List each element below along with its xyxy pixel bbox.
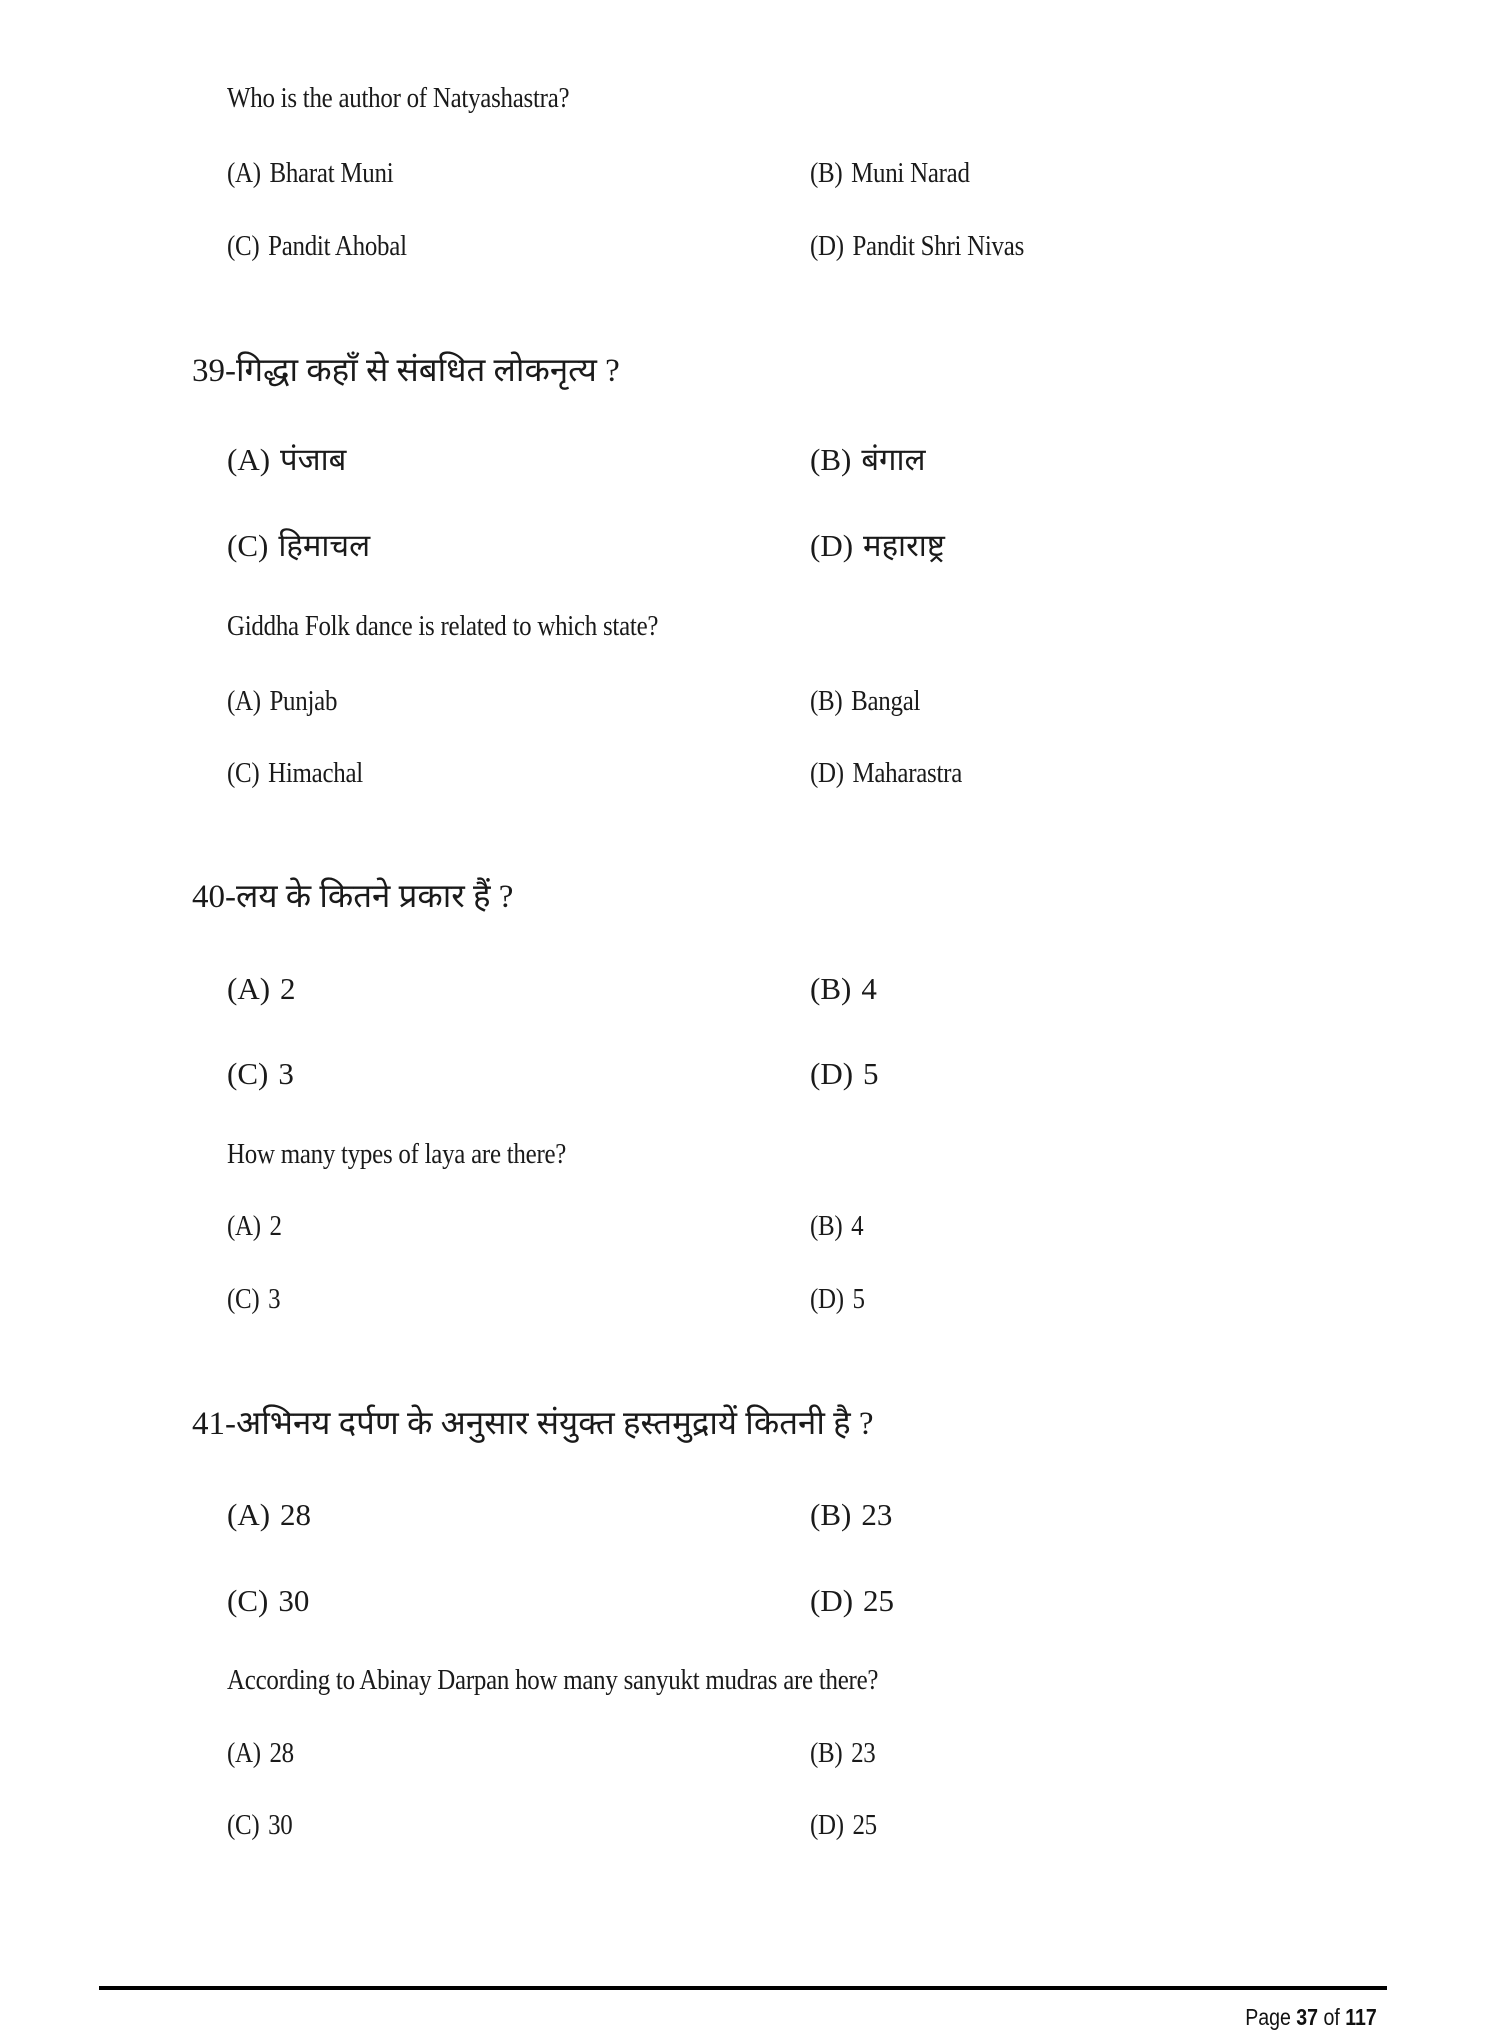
option-c [227,232,407,261]
option-text: बंगाल [861,442,926,477]
option-text: 23 [851,1737,876,1769]
page-prefix: Page [1245,2004,1297,2030]
question-40-english: How many types of laya are there? [227,1138,567,1170]
footer-divider [99,1986,1387,1990]
page-number [1245,2004,1377,2031]
option-b-hindi [810,1499,892,1530]
option-text: Bangal [851,685,921,717]
question-39-hindi: 39-गिद्धा कहाँ से संबधित लोकनृत्य ? [192,353,620,389]
option-label: (D) [810,1583,854,1618]
option-d [810,1285,865,1314]
option-text: 2 [280,971,296,1006]
option-label: (B) [810,1737,843,1769]
option-text: 25 [852,1809,877,1841]
option-d-hindi [810,530,945,561]
option-c [227,1285,280,1314]
page-total: 117 [1345,2004,1377,2030]
option-text: Bharat Muni [269,157,394,189]
option-label: (C) [227,757,260,789]
option-c-hindi [227,1585,309,1616]
option-label: (D) [810,230,844,262]
option-label: (B) [810,157,843,189]
option-text: 23 [861,1497,893,1532]
option-b [810,687,920,716]
option-label: (B) [810,442,852,477]
option-b-hindi [810,444,926,475]
option-a [227,1739,294,1768]
option-label: (A) [227,1737,261,1769]
option-text: 4 [861,971,877,1006]
option-text: Punjab [269,685,338,717]
option-label: (D) [810,528,854,563]
option-label: (B) [810,1497,852,1532]
option-b [810,1212,863,1241]
option-label: (D) [810,1283,844,1315]
option-text: हिमाचल [278,528,371,563]
option-text: 5 [863,1056,879,1091]
option-a [227,1212,282,1241]
option-d-hindi [810,1585,894,1616]
page-current: 37 [1296,2004,1319,2030]
option-d [810,759,962,788]
option-text: 4 [851,1210,864,1242]
option-label: (A) [227,971,271,1006]
option-text: 25 [863,1583,895,1618]
option-c-hindi [227,1058,294,1089]
option-text: 28 [269,1737,294,1769]
page-middle: of [1318,2004,1346,2030]
option-label: (D) [810,1809,844,1841]
option-text: 28 [280,1497,312,1532]
option-label: (C) [227,1283,260,1315]
option-text: 30 [278,1583,310,1618]
option-c-hindi [227,530,370,561]
option-a-hindi [227,444,346,475]
option-label: (B) [810,1210,843,1242]
question-38-english: Who is the author of Natyashastra? [227,82,570,114]
option-text: Muni Narad [851,157,970,189]
option-c [227,1811,293,1840]
option-label: (C) [227,1583,269,1618]
option-label: (C) [227,1056,269,1091]
option-text: Maharastra [852,757,963,789]
question-41-hindi: 41-अभिनय दर्पण के अनुसार संयुक्त हस्तमुद्रायें कितनी है ? [192,1406,874,1442]
option-label: (A) [227,1497,271,1532]
option-a [227,687,337,716]
option-b [810,1739,876,1768]
option-label: (C) [227,528,269,563]
option-a-hindi [227,1499,311,1530]
question-39-english: Giddha Folk dance is related to which state? [227,610,659,642]
option-d [810,232,1024,261]
option-label: (D) [810,757,844,789]
option-text: Himachal [268,757,363,789]
option-label: (A) [227,685,261,717]
option-label: (B) [810,685,843,717]
option-label: (D) [810,1056,854,1091]
option-text: 5 [852,1283,865,1315]
option-text: Pandit Ahobal [268,230,407,262]
question-41-english: According to Abinay Darpan how many sanyukt mudras are there? [227,1664,879,1696]
option-label: (B) [810,971,852,1006]
option-text: 3 [268,1283,281,1315]
option-text: 3 [278,1056,294,1091]
option-c [227,759,363,788]
option-text: महाराष्ट्र [863,528,945,563]
option-text: 2 [269,1210,282,1242]
option-d [810,1811,877,1840]
option-label: (A) [227,1210,261,1242]
option-b [810,159,970,188]
option-a [227,159,393,188]
option-text: पंजाब [280,442,347,477]
option-label: (C) [227,1809,260,1841]
option-b-hindi [810,973,877,1004]
option-label: (C) [227,230,260,262]
option-label: (A) [227,442,271,477]
question-40-hindi: 40-लय के कितने प्रकार हैं ? [192,879,514,915]
option-a-hindi [227,973,296,1004]
option-d-hindi [810,1058,879,1089]
option-label: (A) [227,157,261,189]
option-text: 30 [268,1809,293,1841]
option-text: Pandit Shri Nivas [852,230,1025,262]
